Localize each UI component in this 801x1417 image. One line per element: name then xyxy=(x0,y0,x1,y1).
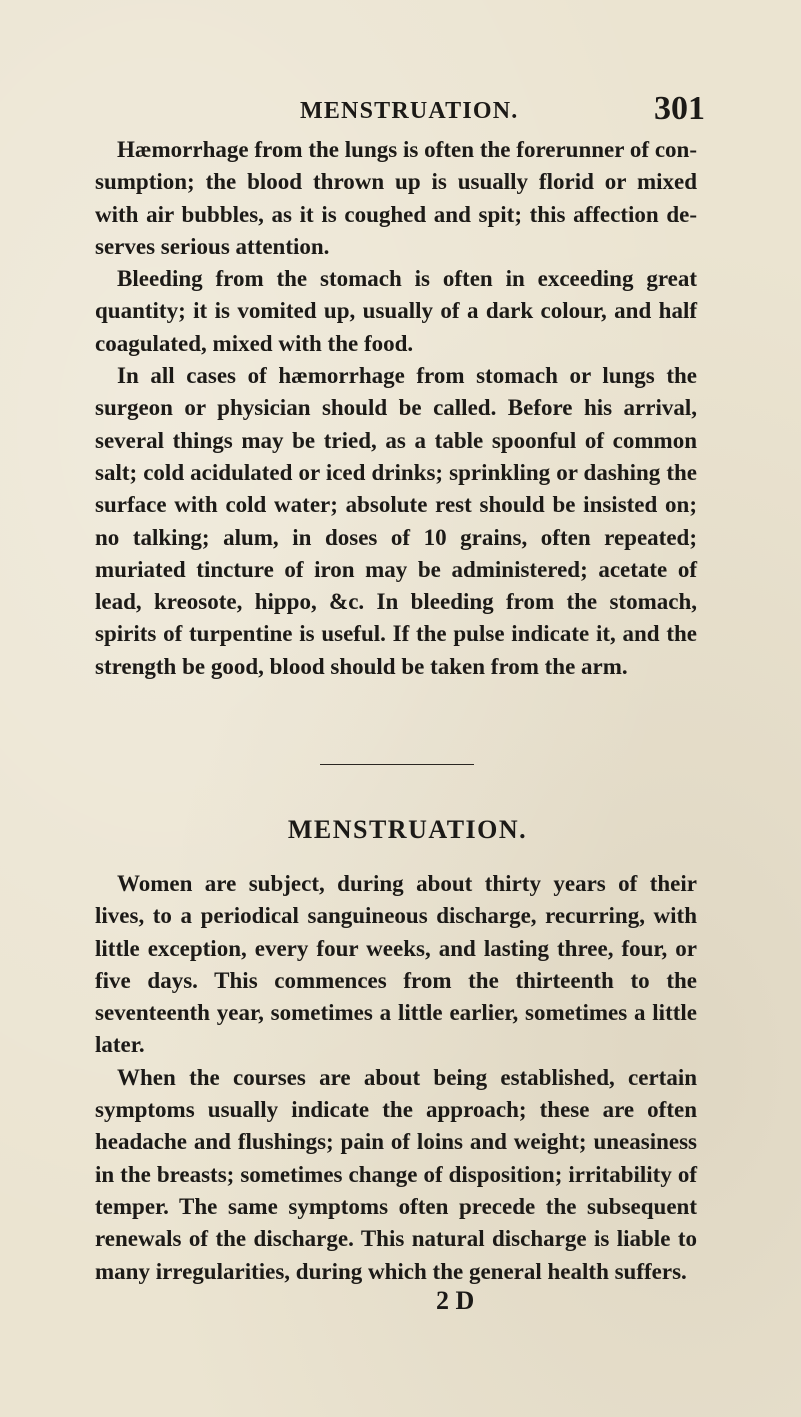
running-title: MENSTRUATION. xyxy=(300,98,519,124)
paragraph-treatment: In all cases of hæmorrhage from stomach or lungs the surgeon or physician should be called. Before his arrival, several things may be tried, as a table spoonful of common salt; cold acidulated or iced drinks; sprinkling or dashing the surface with cold water; absolute rest should be insisted on; no talking; alum, in doses of 10 grains, often repeated; muriated tincture of iron may be administered; acetate of lead, kreosote, hippo, &c. In bleeding from the stomach, spirits of turpentine is useful. If the pulse indicate it, and the strength be good, blood should be taken from the arm. xyxy=(95,363,697,679)
paragraph-menstruation-symptoms: When the courses are about being established, certain symptoms usually indicate the approach; these are often headache and flushings; pain of loins and weight; uneasiness in the breasts; sometimes change of disposition; irritability of temper. The same symptoms often precede the subsequent renewals of the discharge. This natural discharge is liable to many irregularities, during which the general health suffers. xyxy=(95,1064,697,1284)
page-number: 301 xyxy=(654,90,705,127)
paragraph-menstruation-intro: Women are subject, during about thirty years of their lives, to a periodical sanguineous discharge, recurring, with little exception, every four weeks, and lasting three, four, or five days. This commences from the thirteenth to the seventeenth year, sometimes a little earlier, sometimes a little later. xyxy=(95,871,697,1058)
section-divider xyxy=(320,764,474,765)
text-block-menstruation xyxy=(95,868,697,1288)
paragraph-lungs: Hæmorrhage from the lungs is often the forerunner of consumption; the blood thrown up is usually florid or mixed with air bubbles, as it is coughed and spit; this affection deserves serious attention. xyxy=(95,137,697,259)
text-block-haemorrhage xyxy=(95,134,697,683)
section-title: MENSTRUATION. xyxy=(287,815,528,844)
signature-mark: 2 D xyxy=(436,1286,475,1315)
paragraph-stomach: Bleeding from the stomach is often in exceeding great quantity; it is vomited up, usually of a dark colour, and half coagulated, mixed with the food. xyxy=(95,266,697,356)
